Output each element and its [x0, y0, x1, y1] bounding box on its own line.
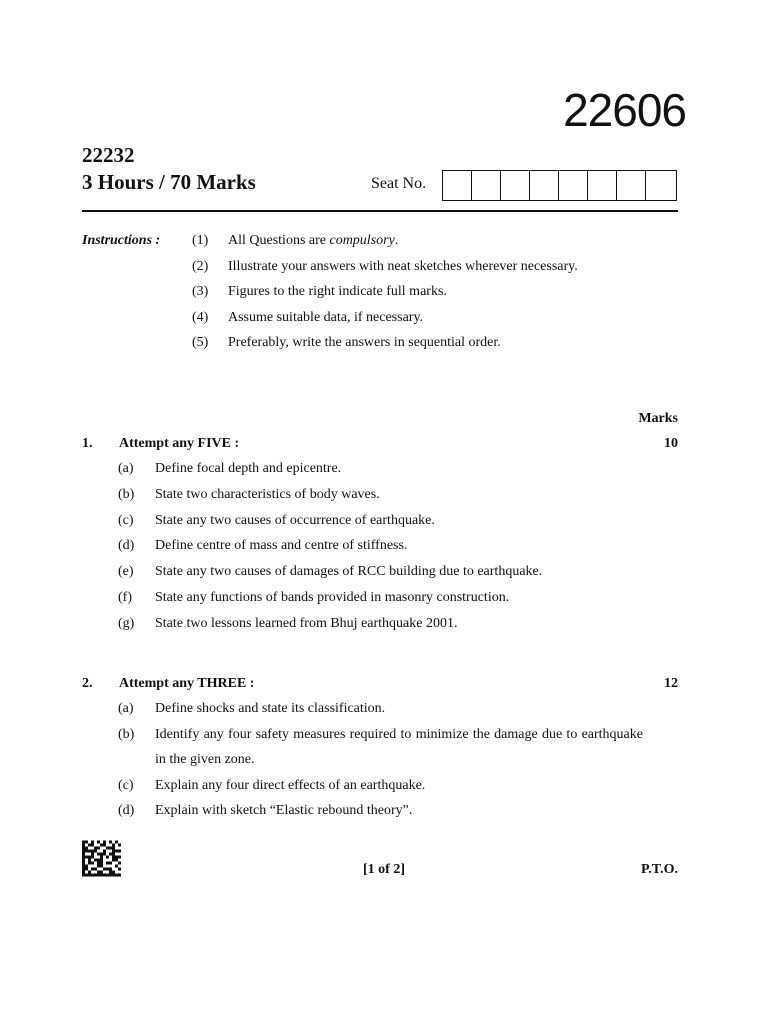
subquestion-item [118, 726, 643, 769]
subquestion-label: (g) [118, 615, 135, 631]
instruction-item [192, 334, 672, 360]
seat-digit-box[interactable] [617, 171, 646, 200]
subquestion-text: Define shocks and state its classification. [155, 701, 386, 716]
question-number: 1. [82, 436, 93, 451]
seat-digit-box[interactable] [646, 171, 676, 200]
subquestion-label: (d) [118, 803, 135, 819]
paper-code-large: 22606 [563, 84, 686, 136]
instruction-item [192, 258, 672, 284]
instruction-text: Preferably, write the answers in sequential order. [228, 335, 501, 350]
subquestion-label: (c) [118, 777, 134, 793]
subquestion-text: State two characteristics of body waves. [155, 486, 380, 502]
question-title: Attempt any FIVE : [119, 436, 240, 451]
question-heading [82, 675, 678, 693]
subquestion-item [118, 512, 643, 530]
subquestion-label: (f) [118, 589, 132, 605]
instruction-item [192, 309, 672, 335]
question-number: 2. [82, 676, 93, 691]
subquestion-text: Explain any four direct effects of an earthquake. [155, 777, 426, 793]
subquestion-text: Define centre of mass and centre of stiffness. [155, 538, 408, 554]
instruction-number: (2) [192, 258, 209, 274]
subquestion-item [118, 777, 643, 795]
subquestion-label: (d) [118, 538, 135, 554]
question-marks: 12 [664, 676, 678, 691]
instruction-number: (1) [192, 233, 209, 248]
instruction-number: (4) [192, 309, 209, 325]
seat-digit-box[interactable] [443, 171, 472, 200]
instruction-text: Figures to the right indicate full marks. [228, 284, 447, 299]
subquestion-label: (e) [118, 564, 134, 580]
instruction-text: Illustrate your answers with neat sketches wherever necessary. [228, 258, 578, 274]
question-2-subquestions [118, 700, 643, 828]
seat-number-label: Seat No. [371, 175, 427, 192]
datamatrix-code-icon [82, 840, 121, 877]
instructions-label: Instructions : [82, 233, 161, 248]
instruction-number: (3) [192, 284, 209, 299]
seat-digit-box[interactable] [588, 171, 617, 200]
subquestion-label: (b) [118, 726, 135, 742]
duration-marks: 3 Hours / 70 Marks [82, 170, 256, 194]
header-divider [82, 210, 678, 212]
please-turn-over: P.T.O. [641, 862, 678, 877]
question-1-subquestions [118, 460, 643, 641]
subquestion-item [118, 615, 643, 633]
subquestion-text: Identify any four safety measures required to minimize the damage due to earthquake in the given zone. [155, 726, 643, 768]
page-number: [1 of 2] [363, 862, 405, 877]
subquestion-label: (c) [118, 512, 134, 528]
marks-heading: Marks [638, 411, 678, 426]
seat-digit-box[interactable] [559, 171, 588, 200]
question-heading [82, 435, 678, 453]
subquestion-text: State any two causes of occurrence of earthquake. [155, 512, 435, 528]
subquestion-item [118, 486, 643, 504]
subquestion-text: Explain with sketch “Elastic rebound theory”. [155, 803, 413, 819]
subquestion-item [118, 563, 643, 581]
question-marks: 10 [664, 436, 678, 451]
subquestion-item [118, 537, 643, 555]
paper-code: 22232 [82, 143, 135, 167]
subquestion-item [118, 802, 643, 820]
subquestion-label: (a) [118, 461, 134, 476]
instruction-text: Assume suitable data, if necessary. [228, 309, 424, 325]
instruction-item [192, 283, 672, 309]
subquestion-item [118, 589, 643, 607]
instruction-emphasis: compulsory [329, 233, 395, 248]
subquestion-text: Define focal depth and epicentre. [155, 461, 342, 476]
subquestion-text: State any two causes of damages of RCC building due to earthquake. [155, 564, 543, 580]
subquestion-item [118, 460, 643, 478]
instruction-item [192, 232, 672, 258]
subquestion-text: State two lessons learned from Bhuj earthquake 2001. [155, 615, 458, 631]
seat-number-boxes[interactable] [442, 170, 677, 201]
instruction-number: (5) [192, 335, 209, 350]
instructions-list [192, 232, 672, 360]
subquestion-text: State any functions of bands provided in masonry construction. [155, 589, 510, 605]
subquestion-label: (b) [118, 486, 135, 502]
seat-digit-box[interactable] [472, 171, 501, 200]
subquestion-label: (a) [118, 701, 134, 716]
seat-digit-box[interactable] [501, 171, 530, 200]
subquestion-item [118, 700, 643, 718]
question-title: Attempt any THREE : [119, 676, 255, 691]
seat-digit-box[interactable] [530, 171, 559, 200]
instruction-text: All Questions are compulsory. [228, 233, 399, 248]
